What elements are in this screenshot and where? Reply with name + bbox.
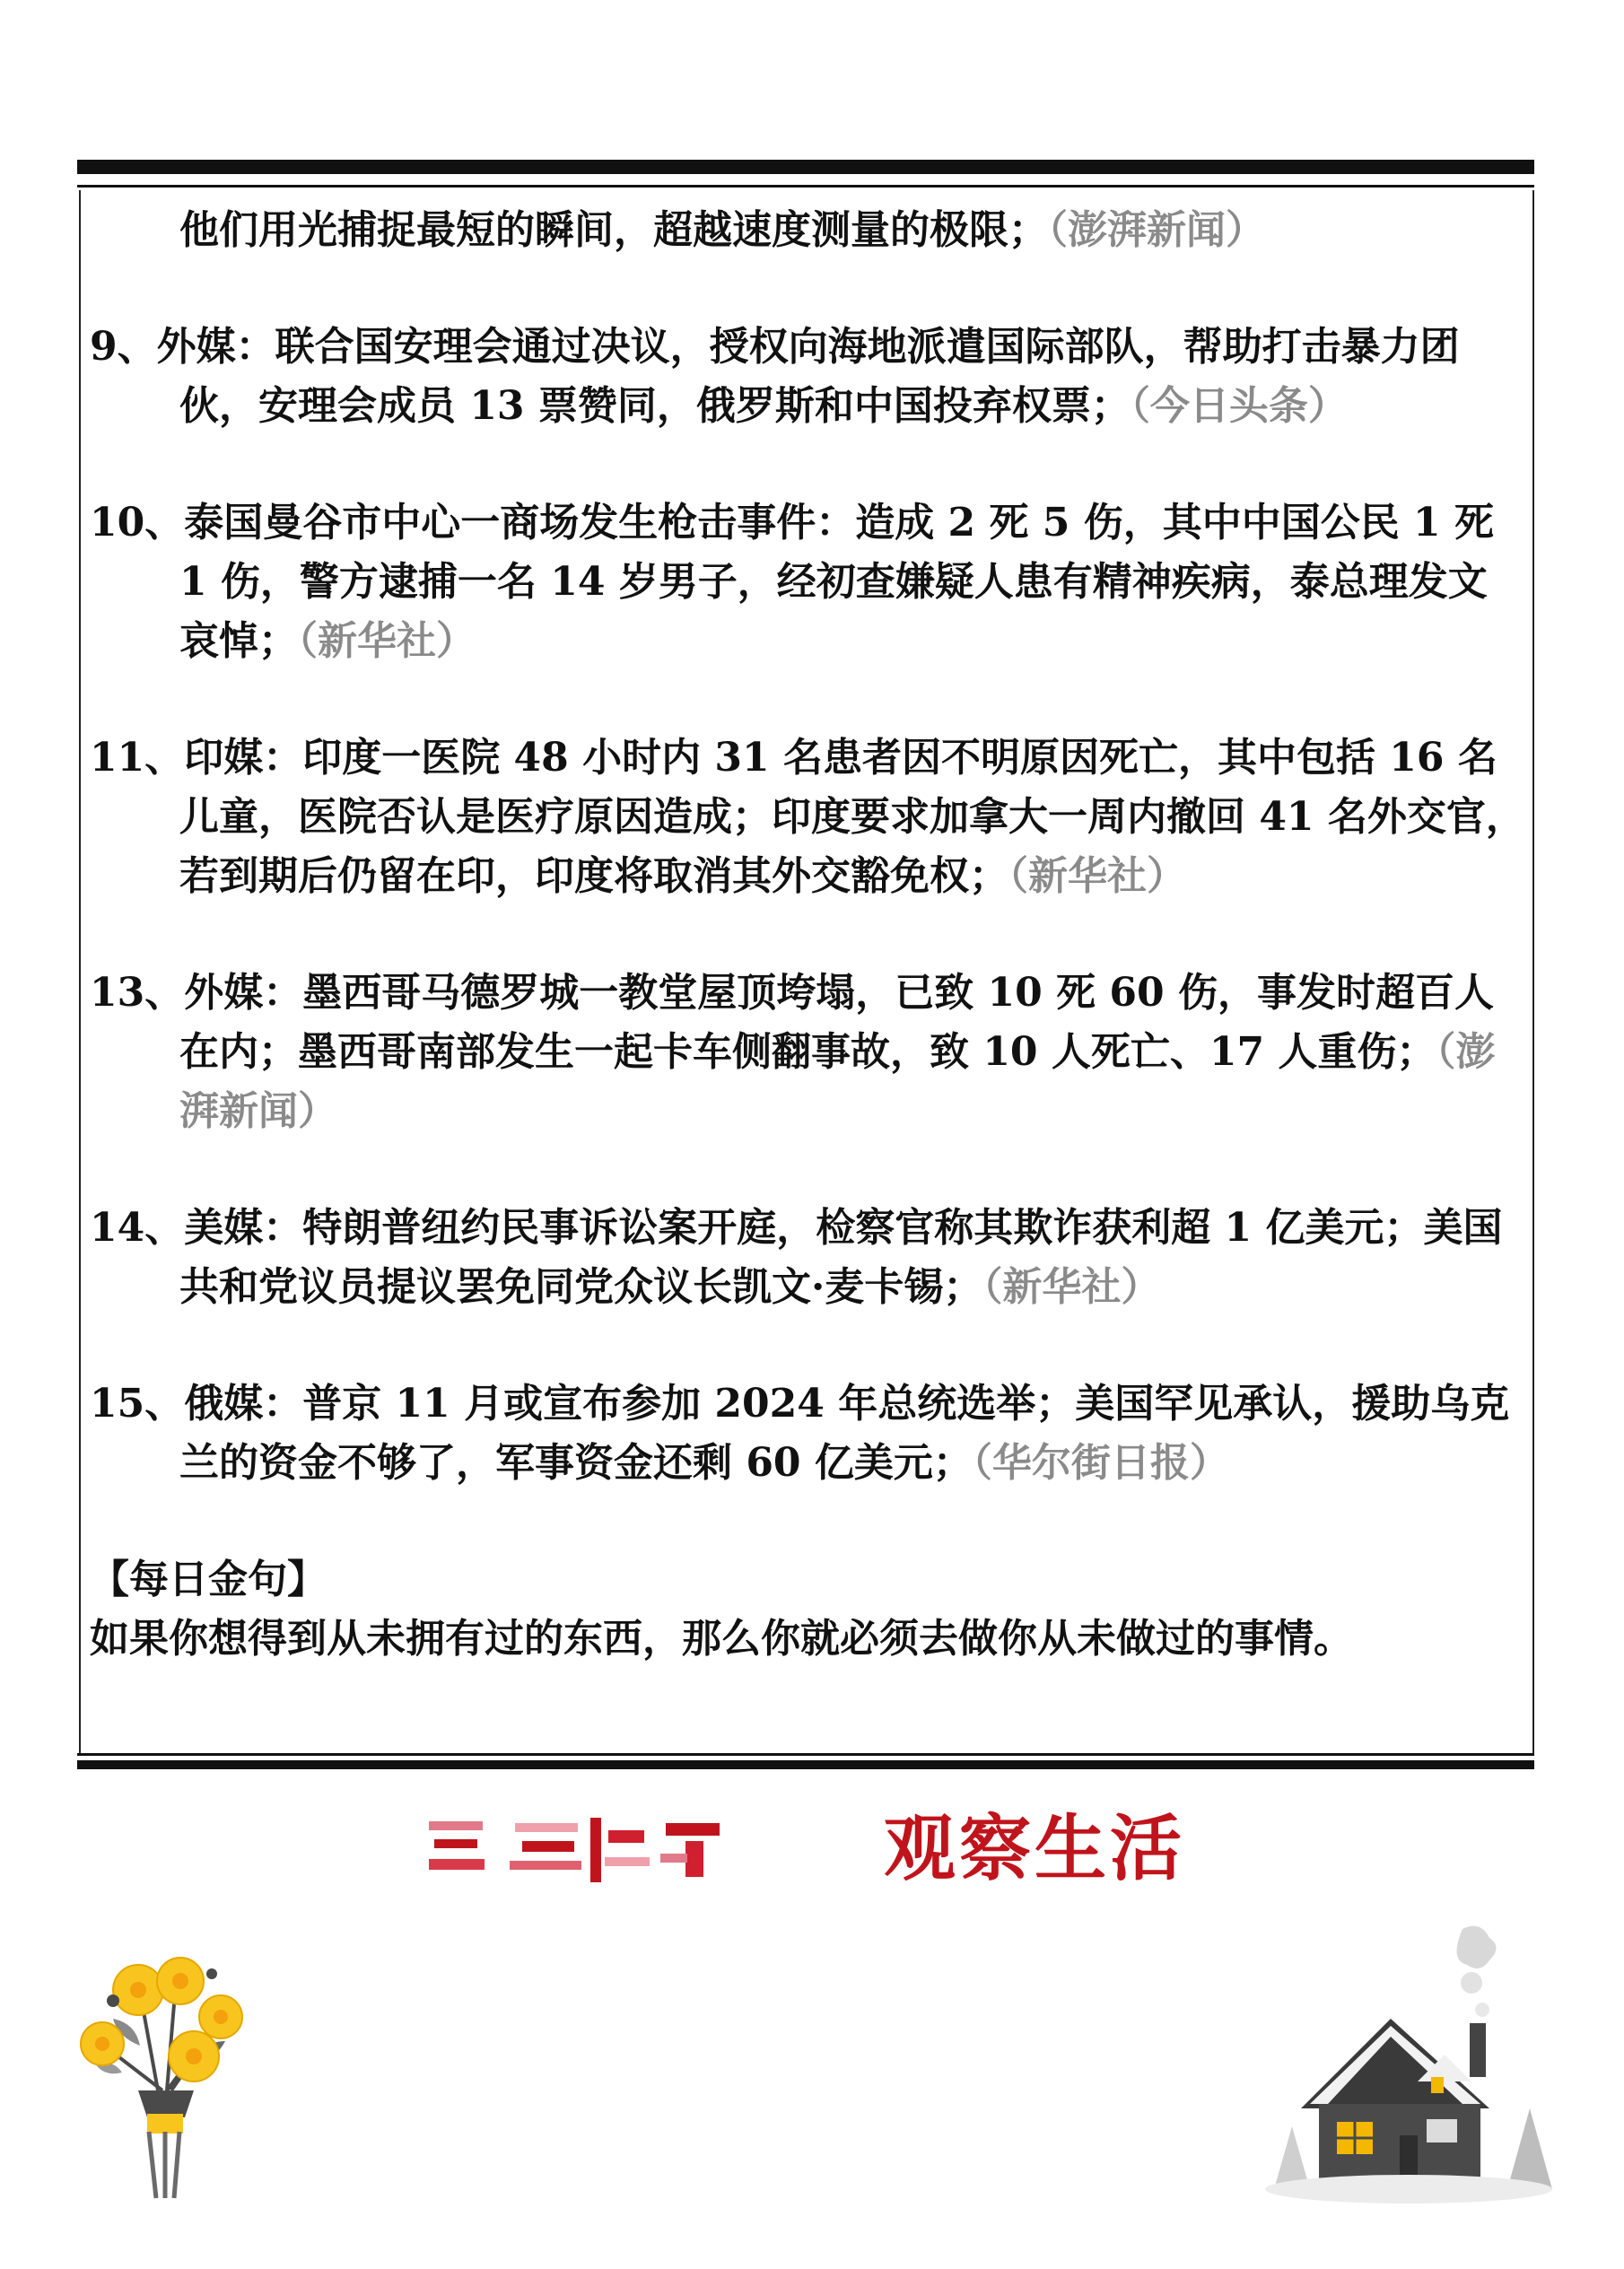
blurred-brand-logo — [429, 1814, 734, 1886]
item-text: 13、外媒：墨西哥马德罗城一教堂屋顶垮塌，已致 10 死 60 伤，事发时超百人在内；墨西哥南部发生一起卡车侧翻事故，致 10 人死亡、17 人重伤； — [90, 970, 1494, 1075]
snowy-house-illustration — [1265, 1920, 1561, 2207]
item-source: （新华社） — [1008, 853, 1186, 899]
bottom-thin-rule — [77, 1753, 1534, 1756]
item-text: 14、美媒：特朗普纽约民事诉讼案开庭，检察官称其欺诈获利超 1 亿美元；美国共和党议员提议罢免同党众议长凯文·麦卡锡； — [90, 1205, 1503, 1310]
item-source: （华尔街日报） — [972, 1440, 1229, 1486]
item-text: 11、印媒：印度一医院 48 小时内 31 名患者因不明原因死亡，其中包括 16 名儿童，医院否认是医疗原因造成；印度要求加拿大一周内撤回 41 名外交官，若到期后仍留在印，印度将取消其外交豁免权； — [90, 735, 1525, 899]
news-list — [90, 201, 1525, 1669]
item-source: （今日头条） — [1130, 383, 1348, 429]
daily-quote-title: 【每日金句】 — [90, 1557, 327, 1602]
item-text: 9、外媒：联合国安理会通过决议，授权向海地派遣国际部队，帮助打击暴力团伙，安理会成员 13 票赞同，俄罗斯和中国投弃权票； — [90, 324, 1460, 429]
item-text: 15、俄媒：普京 11 月或宣布参加 2024 年总统选举；美国罕见承认，援助乌克兰的资金不够了，军事资金还剩 60 亿美元； — [90, 1381, 1510, 1486]
top-thin-rule — [77, 185, 1534, 188]
bottom-thick-rule — [77, 1760, 1534, 1769]
list-item — [90, 201, 1525, 260]
daily-quote-text: 如果你想得到从未拥有过的东西，那么你就必须去做你从未做过的事情。 — [90, 1616, 1353, 1662]
list-item — [90, 318, 1525, 436]
flower-bouquet-illustration — [59, 1938, 284, 2207]
item-text: 10、泰国曼谷市中心一商场发生枪击事件：造成 2 死 5 伤，其中中国公民 1 死 1 伤，警方逮捕一名 14 岁男子，经初查嫌疑人患有精神疾病，泰总理发文哀悼； — [90, 500, 1494, 664]
footer-brand — [0, 1803, 1624, 1893]
item-source: （新华社） — [982, 1264, 1161, 1310]
list-item — [90, 493, 1525, 671]
list-item — [90, 729, 1525, 906]
item-text: 他们用光捕捉最短的瞬间，超越速度测量的极限； — [179, 207, 1048, 253]
list-item — [90, 964, 1525, 1141]
item-source: （澎湃新闻） — [179, 1029, 1496, 1134]
item-source: （新华社） — [298, 618, 476, 664]
brand-slogan: 观察生活 — [884, 1806, 1185, 1890]
list-item — [90, 1374, 1525, 1493]
item-source: （澎湃新闻） — [1048, 207, 1265, 253]
list-item — [90, 1199, 1525, 1317]
top-thick-rule — [77, 160, 1534, 174]
